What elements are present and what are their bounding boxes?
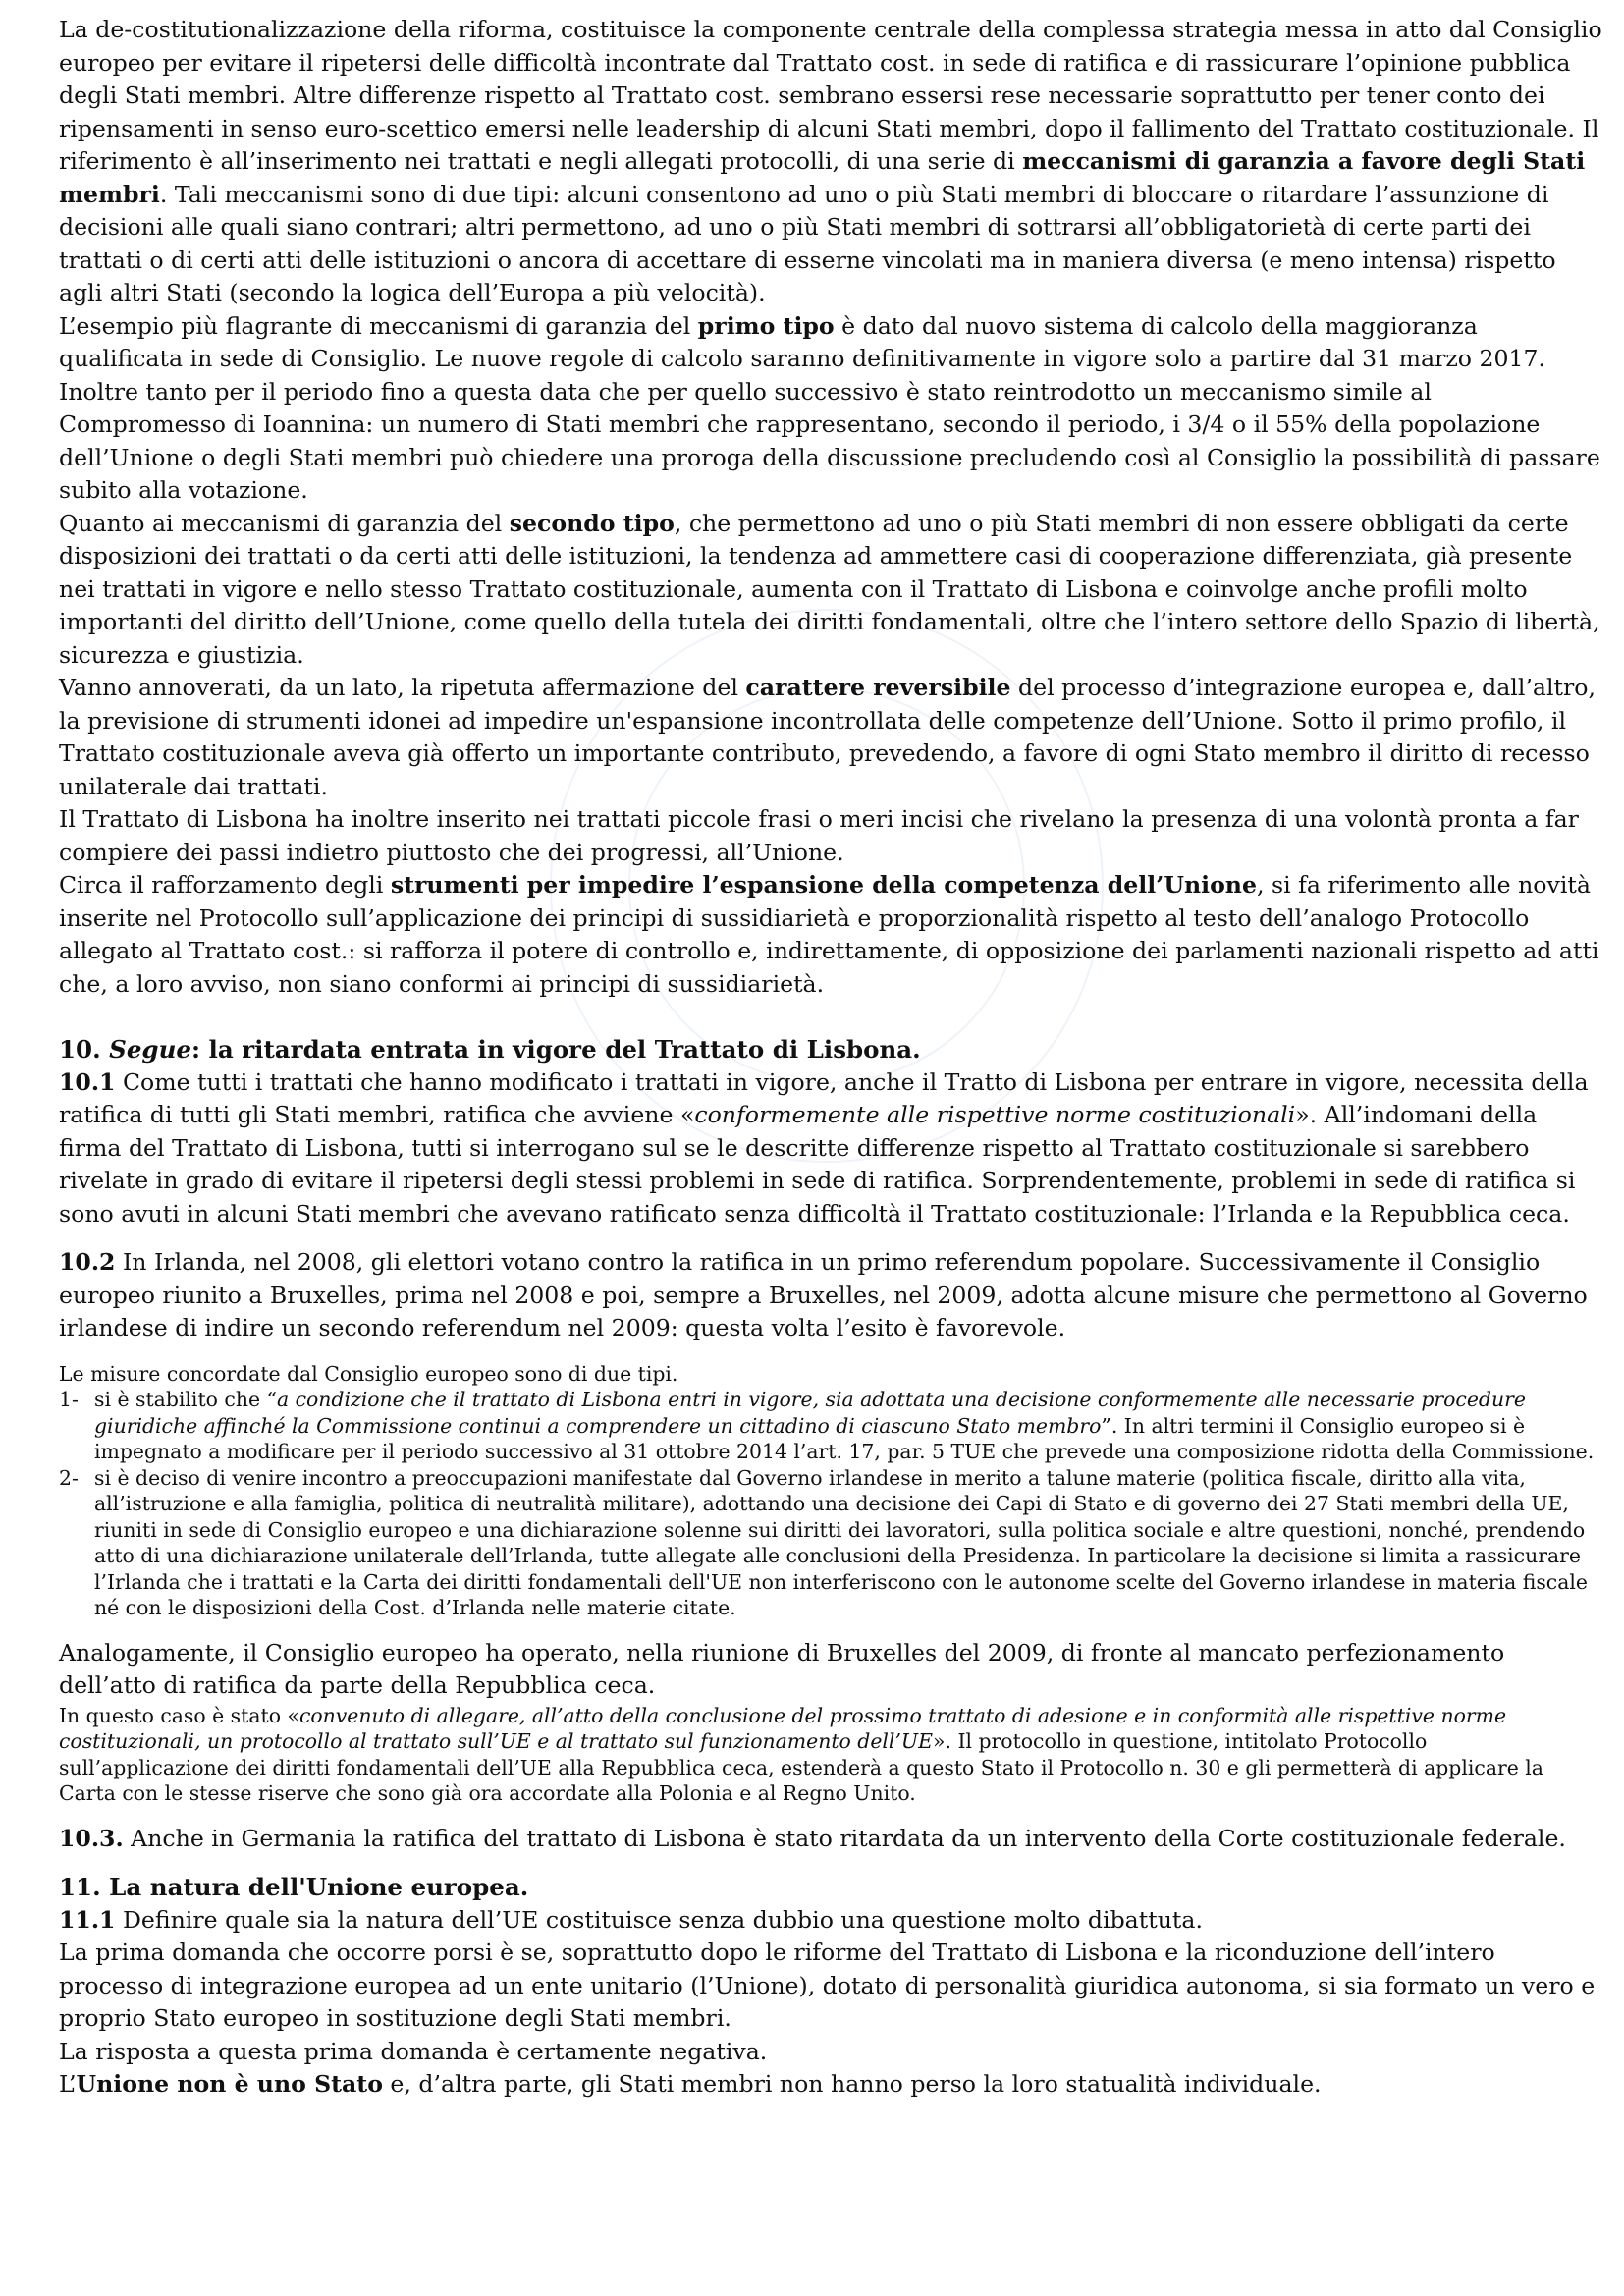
section-10 <box>59 1033 1602 1855</box>
spacer <box>59 1621 1602 1637</box>
paragraph: L’Unione non è uno Stato e, d’altra parte, gli Stati membri non hanno perso la loro statualità individuale. <box>59 2070 1322 2098</box>
section-heading: 10. Segue: la ritardata entrata in vigore del Trattato di Lisbona. <box>59 1035 921 1064</box>
section-heading: 11. La natura dell'Unione europea. <box>59 1873 529 1901</box>
paragraph: 10.1 Come tutti i trattati che hanno modificato i trattati in vigore, anche il Tratto di Lisbona per entrare in vigore, necessita della ratifica di tutti gli Stati membri, ratifica che avviene «conformemente alle rispettive norme costituzionali». All’indomani della firma del Trattato di Lisbona, tutti si interrogano sul se le descritte differenze rispetto al Trattato costituzionale si sarebbero rivelate in grado di evitare il ripetersi degli stessi problemi in sede di ratifica. Sorprendentemente, problemi in sede di ratifica si sono avuti in alcuni Stati membri che avevano ratificato senza difficoltà il Trattato costituzionale: l’Irlanda e la Repubblica ceca. <box>59 1067 1589 1228</box>
measures-list <box>59 1387 1602 1621</box>
paragraph: Analogamente, il Consiglio europeo ha operato, nella riunione di Bruxelles del 2009, di fronte al mancato perfezionamento dell’atto di ratifica da parte della Repubblica ceca. <box>59 1638 1505 1699</box>
spacer <box>59 1807 1602 1823</box>
paragraph: 10.2 In Irlanda, nel 2008, gli elettori votano contro la ratifica in un primo referendum popolare. Successivamente il Consiglio europeo riunito a Bruxelles, prima nel 2008 e poi, sempre a Bruxelles, nel 2009, adotta alcune misure che permettono al Governo irlandese di indire un secondo referendum nel 2009: questa volta l’esito è favorevole. <box>59 1248 1588 1341</box>
spacer <box>59 1855 1602 1871</box>
section-11 <box>59 1871 1602 2102</box>
paragraph: Vanno annoverati, da un lato, la ripetuta affermazione del carattere reversibile del processo d’integrazione europea e, dall’altro, la previsione di strumenti idonei ad impedire un'espansione incontrollata delle competenze dell’Unione. Sotto il primo profilo, il Trattato costituzionale aveva già offerto un importante contributo, prevedendo, a favore di ogni Stato membro il diritto di recesso unilaterale dai trattati. <box>59 674 1596 800</box>
paragraph: La risposta a questa prima domanda è certamente negativa. <box>59 2037 768 2065</box>
intro-section <box>59 14 1602 1001</box>
spacer <box>59 1001 1602 1033</box>
paragraph: La prima domanda che occorre porsi è se, soprattutto dopo le riforme del Trattato di Lisbona e la riconduzione dell’intero processo di integrazione europea ad un ente unitario (l’Unione), dotato di personalità giuridica autonoma, si sia formato un vero e proprio Stato europeo in sostituzione degli Stati membri. <box>59 1939 1596 2032</box>
list-item: 2- si è deciso di venire incontro a preoccupazioni manifestate dal Governo irlandese in merito a talune materie (politica fiscale, diritto alla vita, all’istruzione e alla famiglia, politica di neutralità militare), adottando una decisione dei Capi di Stato e di governo dei 27 Stati membri della UE, riuniti in sede di Consiglio europeo e una dichiarazione solenne sui diritti dei lavoratori, sulla politica sociale e altre questioni, nonché, prendendo atto di una dichiarazione unilaterale dell’Irlanda, tutte allegate alle conclusioni della Presidenza. In particolare la decisione si limita a rassicurare l’Irlanda che i trattati e la Carta dei diritti fondamentali dell'UE non interferiscono con le autonome scelte del Governo irlandese in materia fiscale né con le disposizioni della Cost. d’Irlanda nelle materie citate. <box>59 1465 1588 1619</box>
paragraph: Quanto ai meccanismi di garanzia del secondo tipo, che permettono ad uno o più Stati membri di non essere obbligati da certe disposizioni dei trattati o da certi atti delle istituzioni, la tendenza ad ammettere casi di cooperazione differenziata, già presente nei trattati in vigore e nello stesso Trattato costituzionale, aumenta con il Trattato di Lisbona e coinvolge anche profili molto importanti del diritto dell’Unione, come quello della tutela dei diritti fondamentali, oltre che l’intero settore dello Spazio di libertà, sicurezza e giustizia. <box>59 509 1600 669</box>
document-page <box>59 14 1602 2102</box>
paragraph: Circa il rafforzamento degli strumenti per impedire l’espansione della competenza dell’Unione, si fa riferimento alle novità inserite nel Protocollo sull’applicazione dei principi di sussidiarietà e proporzionalità rispetto al testo dell’analogo Protocollo allegato al Trattato cost.: si rafforza il potere di controllo e, indirettamente, di opposizione dei parlamenti nazionali rispetto ad atti che, a loro avviso, non siano conformi ai principi di sussidiarietà. <box>59 871 1599 998</box>
paragraph: 11.1 Definire quale sia la natura dell’UE costituisce senza dubbio una questione molto dibattuta. <box>59 1905 1203 1934</box>
list-item: 1- si è stabilito che “a condizione che il trattato di Lisbona entri in vigore, sia adottata una decisione conformemente alle necessarie procedure giuridiche affinché la Commissione continui a comprendere un cittadino di ciascuno Stato membro”. In altri termini il Consiglio europeo si è impegnato a modificare per il periodo successivo al 31 ottobre 2014 l’art. 17, par. 5 TUE che prevede una composizione ridotta della Commissione. <box>59 1388 1595 1463</box>
paragraph: Il Trattato di Lisbona ha inoltre inserito nei trattati piccole frasi o meri incisi che rivelano la presenza di una volontà pronta a far compiere dei passi indietro piuttosto che dei progressi, all’Unione. <box>59 805 1579 866</box>
paragraph: L’esempio più flagrante di meccanismi di garanzia del primo tipo è dato dal nuovo sistema di calcolo della maggioranza qualificata in sede di Consiglio. Le nuove regole di calcolo saranno definitivamente in vigore solo a partire dal 31 marzo 2017. Inoltre tanto per il periodo fino a questa data che per quello successivo è stato reintrodotto un meccanismo simile al Compromesso di Ioannina: un numero di Stati membri che rappresentano, secondo il periodo, i 3/4 o il 55% della popolazione dell’Unione o degli Stati membri può chiedere una proroga della discussione precludendo così al Consiglio la possibilità di passare subito alla votazione. <box>59 311 1600 504</box>
spacer <box>59 1230 1602 1246</box>
paragraph: 10.3. Anche in Germania la ratifica del trattato di Lisbona è stato ritardata da un intervento della Corte costituzionale federale. <box>59 1824 1566 1852</box>
paragraph: Le misure concordate dal Consiglio europeo sono di due tipi. <box>59 1361 678 1386</box>
measures-note <box>59 1361 1602 1621</box>
paragraph: La de-costitutionalizzazione della riforma, costituisce la componente centrale della complessa strategia messa in atto dal Consiglio europeo per evitare il ripetersi delle difficoltà incontrate dal Trattato cost. in sede di ratifica e di rassicurare l’opinione pubblica degli Stati membri. Altre differenze rispetto al Trattato cost. sembrano essersi rese necessarie soprattutto per tener conto dei ripensamenti in senso euro-scettico emersi nelle leadership di alcuni Stati membri, dopo il fallimento del Trattato costituzionale. Il riferimento è all’inserimento nei trattati e negli allegati protocolli, di una serie di meccanismi di garanzia a favore degli Stati membri. Tali meccanismi sono di due tipi: alcuni consentono ad uno o più Stati membri di bloccare o ritardare l’assunzione di decisioni alle quali siano contrari; altri permettono, ad uno o più Stati membri di sottrarsi all’obbligatorietà di certe parti dei trattati o di certi atti delle istituzioni o ancora di accettare di esserne vincolati ma in maniera diversa (e meno intensa) rispetto agli altri Stati (secondo la logica dell’Europa a più velocità). <box>59 16 1602 306</box>
paragraph: In questo caso è stato «convenuto di allegare, all’atto della conclusione del prossimo trattato di adesione e in conformità alle rispettive norme costituzionali, un protocollo al trattato sull’UE e al trattato sul funzionamento dell’UE». Il protocollo in questione, intitolato Protocollo sull’applicazione dei diritti fondamentali dell’UE alla Repubblica ceca, estenderà a questo Stato il Protocollo n. 30 e gli permetterà di applicare la Carta con le stesse riserve che sono già ora accordate alla Polonia e al Regno Unito. <box>59 1703 1543 1805</box>
spacer <box>59 1345 1602 1361</box>
